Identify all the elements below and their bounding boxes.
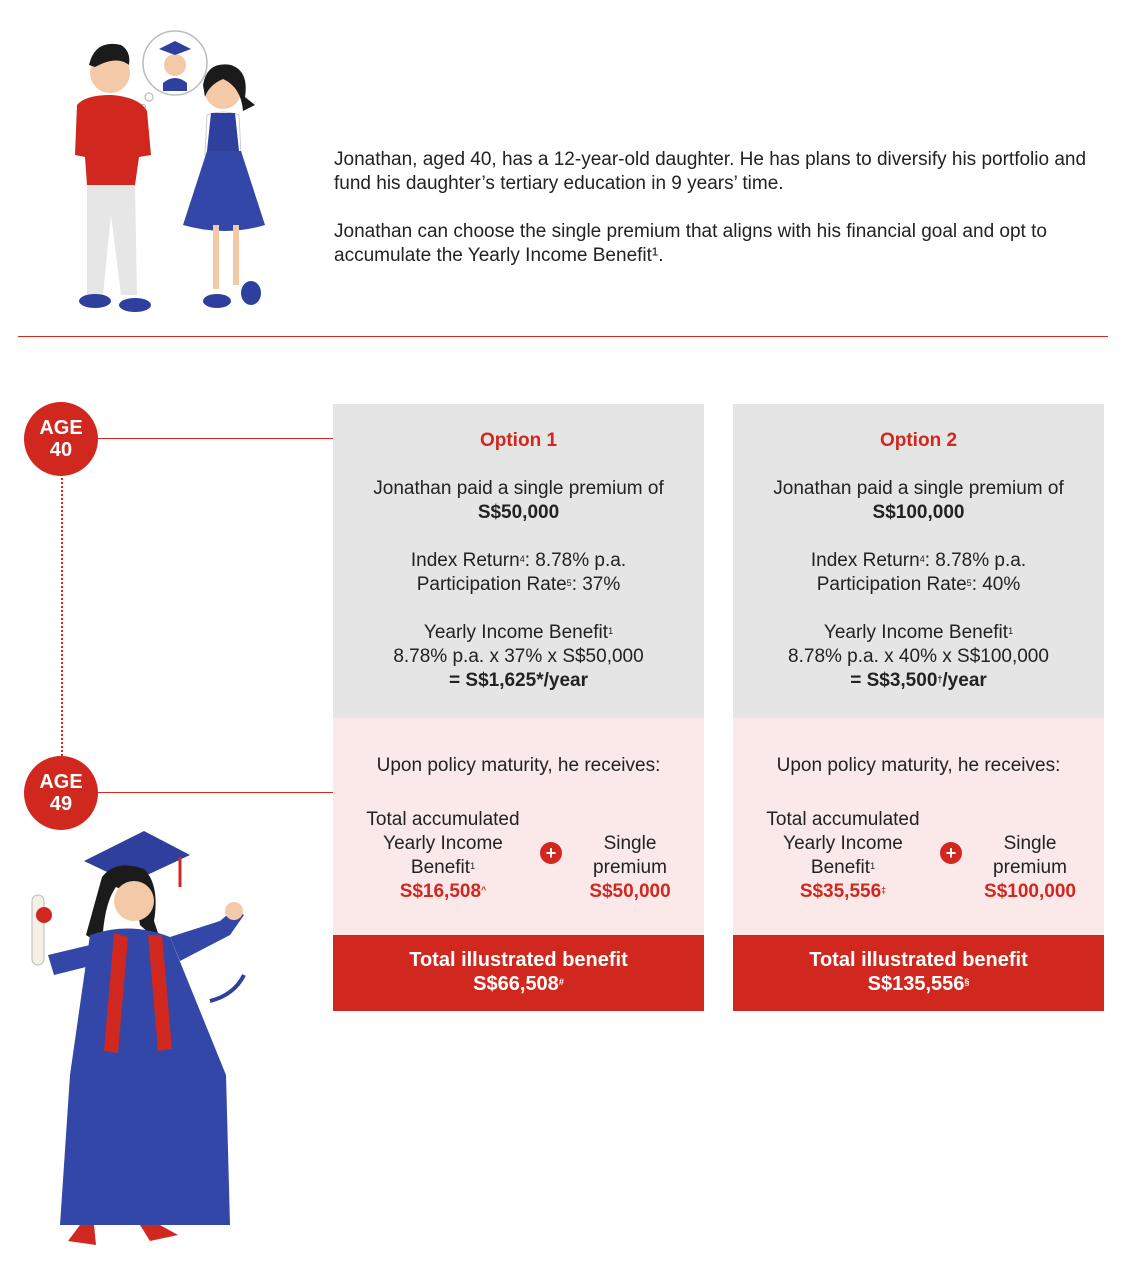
yib-formula: 8.78% p.a. x 40% x S$100,000	[788, 646, 1049, 667]
index-return-value: : 8.78% p.a.	[924, 550, 1027, 571]
single-line-1: Single	[603, 833, 657, 854]
option-2-title: Option 2	[879, 430, 958, 451]
maturity-text: Upon policy maturity, he receives:	[776, 755, 1061, 776]
acc-line-2: Yearly Income	[783, 833, 903, 854]
option-1-title: Option 1	[479, 430, 558, 451]
footnote-1: 1	[470, 861, 476, 871]
footnote-4: 4	[519, 554, 525, 564]
option-1-card	[333, 404, 704, 1011]
father-daughter-illustration	[55, 25, 295, 325]
section-divider	[18, 336, 1108, 337]
graduate-illustration	[20, 825, 260, 1250]
age-40-connector	[98, 438, 334, 439]
participation-rate-value: : 37%	[571, 574, 621, 595]
intro-text	[334, 148, 1094, 292]
index-return-value: : 8.78% p.a.	[524, 550, 627, 571]
footnote-mark: #	[558, 977, 564, 987]
age-label: AGE	[39, 771, 83, 793]
accumulated-yib	[743, 808, 943, 904]
plus-icon: +	[940, 842, 962, 864]
timeline-dotted-line	[61, 470, 63, 760]
footnote-mark: ‡	[881, 885, 887, 895]
option-2-premium-section	[733, 404, 1104, 718]
single-line-1: Single	[1003, 833, 1057, 854]
acc-line-1: Total accumulated	[766, 809, 920, 830]
footnote-5: 5	[966, 578, 972, 588]
yib-result: = S$1,625	[449, 670, 537, 691]
age-49-badge	[24, 756, 98, 830]
total-value: S$135,556	[867, 973, 965, 995]
paid-text: Jonathan paid a single premium of	[373, 478, 664, 499]
participation-rate-value: : 40%	[971, 574, 1021, 595]
total-label: Total illustrated benefit	[409, 949, 628, 971]
yib-formula: 8.78% p.a. x 37% x S$50,000	[393, 646, 644, 667]
paid-text: Jonathan paid a single premium of	[773, 478, 1064, 499]
intro-paragraph-1: Jonathan, aged 40, has a 12-year-old daughter. He has plans to diversify his portfolio and fund his daughter’s tertiary education in 9 years’ time.	[334, 149, 1087, 194]
acc-line-3: Benefit	[810, 857, 871, 878]
age-value: 40	[49, 439, 73, 461]
yib-result-unit: /year	[942, 670, 987, 691]
age-40-badge	[24, 402, 98, 476]
footnote-1: 1	[608, 626, 614, 636]
accumulated-value: S$16,508	[399, 881, 482, 902]
index-return-label: Index Return	[810, 550, 920, 571]
participation-rate-label: Participation Rate	[816, 574, 967, 595]
footnote-1: 1	[1008, 626, 1014, 636]
acc-line-3: Benefit	[410, 857, 471, 878]
yib-label: Yearly Income Benefit	[423, 622, 609, 643]
age-label: AGE	[39, 417, 83, 439]
yib-label: Yearly Income Benefit	[823, 622, 1009, 643]
option-2-card	[733, 404, 1104, 1011]
footnote-4: 4	[919, 554, 925, 564]
index-return-label: Index Return	[410, 550, 520, 571]
yib-result: = S$3,500	[850, 670, 938, 691]
single-premium	[965, 832, 1095, 904]
acc-line-1: Total accumulated	[366, 809, 520, 830]
footnote-1: 1	[870, 861, 876, 871]
yib-result-unit: /year	[543, 670, 588, 691]
footnote-mark: †	[937, 674, 943, 684]
acc-line-2: Yearly Income	[383, 833, 503, 854]
option-1-total	[333, 935, 704, 1011]
single-premium-value: S$100,000	[984, 881, 1076, 902]
single-line-2: premium	[993, 857, 1067, 878]
accumulated-value: S$35,556	[799, 881, 882, 902]
option-2-total	[733, 935, 1104, 1011]
premium-amount: S$100,000	[872, 502, 965, 523]
plus-icon: +	[540, 842, 562, 864]
total-label: Total illustrated benefit	[809, 949, 1028, 971]
premium-amount: S$50,000	[477, 502, 560, 523]
participation-rate-label: Participation Rate	[416, 574, 567, 595]
single-premium	[565, 832, 695, 904]
footnote-mark: §	[964, 977, 970, 987]
accumulated-yib	[343, 808, 543, 904]
age-value: 49	[49, 793, 73, 815]
age-49-connector	[98, 792, 334, 793]
intro-paragraph-2: Jonathan can choose the single premium that aligns with his financial goal and opt to accumulate the Yearly Income Benefit¹.	[334, 221, 1047, 266]
option-1-premium-section	[333, 404, 704, 718]
option-1-maturity-section	[333, 718, 704, 935]
option-2-maturity-section	[733, 718, 1104, 935]
footnote-5: 5	[566, 578, 572, 588]
maturity-text: Upon policy maturity, he receives:	[376, 755, 661, 776]
single-premium-value: S$50,000	[589, 881, 671, 902]
footnote-mark: *	[536, 670, 544, 691]
total-value: S$66,508	[473, 973, 559, 995]
footnote-mark: ^	[481, 885, 487, 895]
single-line-2: premium	[593, 857, 667, 878]
